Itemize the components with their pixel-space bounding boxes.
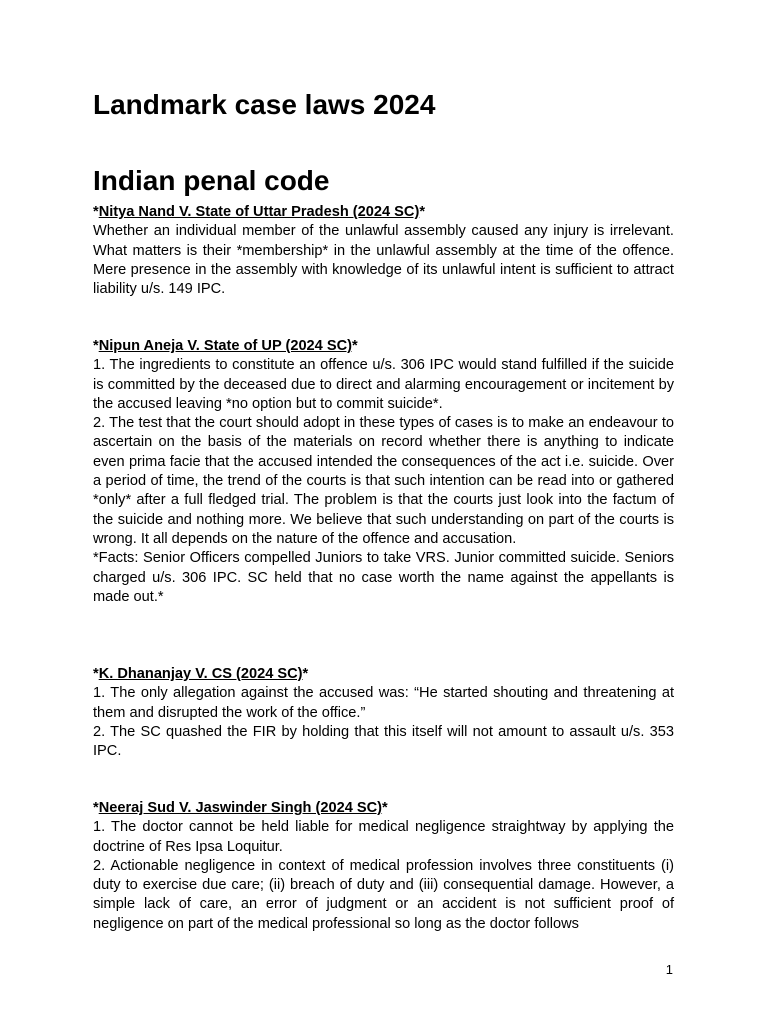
case-paragraph: 1. The doctor cannot be held liable for medical negligence straightway by applying the doctrine of Res Ipsa Loquitur. [93, 819, 674, 855]
case-paragraph: Whether an individual member of the unlawful assembly caused any injury is irrelevant. What matters is their *membership* in the unlawful assembly at the time of the offence. Mere presence in the assembly with knowledge of its unlawful intent is sufficient to attract liability u/s. 149 IPC. [93, 223, 674, 298]
case-name: Nipun Aneja V. State of UP (2024 SC) [98, 338, 352, 354]
case-heading-prefix: * [93, 204, 99, 220]
case-heading [93, 665, 674, 684]
case-heading-suffix: * [419, 204, 425, 220]
case-paragraph: 2. The test that the court should adopt in these types of cases is to make an endeavour to ascertain on the basis of the materials on record whether there is anything to indicate even prima facie that the accused intended the consequences of the act i.e. suicide. Over a period of time, the trend of the courts is that such intention can be read into or gathered *only* after a full fledged trial. The problem is that the courts just look into the factum of the suicide and nothing more. We believe that such understanding on part of the courts is wrong. It all depends on the nature of the offence and accusation. [93, 415, 674, 547]
case-paragraph: 1. The only allegation against the accused was: “He started shouting and threatening at them and disrupted the work of the office.” [93, 685, 674, 721]
case-entry [93, 665, 674, 761]
case-entry [93, 799, 674, 934]
case-entry [93, 203, 674, 299]
case-name: Nitya Nand V. State of Uttar Pradesh (2024 SC) [98, 204, 420, 220]
case-name: Neeraj Sud V. Jaswinder Singh (2024 SC) [98, 800, 383, 816]
case-heading-suffix: * [351, 338, 358, 354]
section-title: Indian penal code [93, 165, 330, 196]
case-heading [93, 337, 674, 356]
case-heading [93, 799, 674, 818]
case-entry [93, 337, 674, 607]
case-facts: *Facts: Senior Officers compelled Juniors to take VRS. Junior committed suicide. Seniors charged u/s. 306 IPC. SC held that no case worth the name against the appellants is made out.* [93, 550, 674, 605]
document-title: Landmark case laws 2024 [93, 89, 436, 120]
case-heading-prefix: * [93, 338, 99, 354]
case-paragraph: 1. The ingredients to constitute an offence u/s. 306 IPC would stand fulfilled if the suicide is committed by the deceased due to direct and alarming encouragement or incitement by the accused leaving *no option but to commit suicide*. [93, 357, 674, 412]
case-heading-suffix: * [302, 666, 309, 682]
case-heading [93, 203, 674, 222]
case-paragraph: 2. Actionable negligence in context of medical profession involves three constituents (i) duty to exercise due care; (ii) breach of duty and (iii) consequential damage. However, a simple lack of care, an error of judgment or an accident is not sufficient proof of negligence on part of the medical professional so long as the doctor follows [93, 857, 674, 932]
case-heading-prefix: * [93, 666, 99, 682]
case-name: K. Dhananjay V. CS (2024 SC) [98, 666, 303, 682]
case-heading-prefix: * [93, 800, 99, 816]
page-number: 1 [665, 962, 673, 977]
case-paragraph: 2. The SC quashed the FIR by holding that this itself will not amount to assault u/s. 353 IPC. [93, 723, 674, 760]
case-heading-suffix: * [382, 800, 388, 816]
